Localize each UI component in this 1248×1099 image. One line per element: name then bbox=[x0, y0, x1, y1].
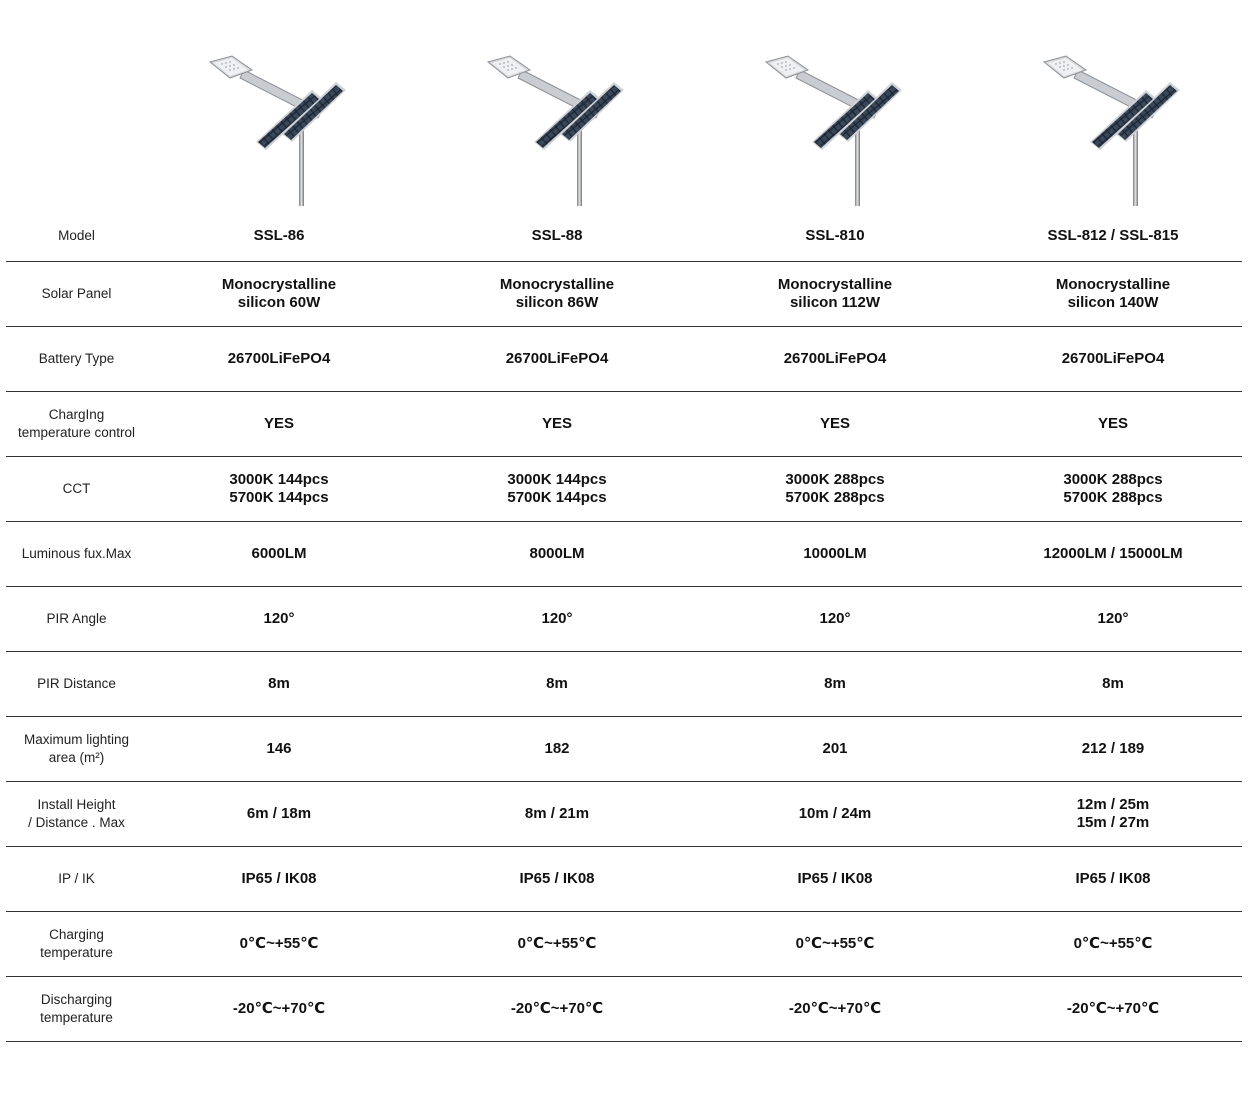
row-label: Discharging temperature bbox=[40, 992, 113, 1025]
spec-cell: 8m / 21m bbox=[524, 805, 590, 822]
row-label: Model bbox=[58, 227, 95, 243]
spec-row-ip-ik bbox=[6, 847, 1242, 912]
spec-cell: 26700LiFePO4 bbox=[227, 350, 331, 367]
spec-row-max-lighting-area bbox=[6, 717, 1242, 782]
row-label: ChargIng temperature control bbox=[17, 407, 136, 440]
spec-cell: IP65 / IK08 bbox=[1075, 870, 1151, 887]
spec-cell: 8000LM bbox=[529, 545, 585, 562]
spec-cell: 0℃~+55℃ bbox=[517, 935, 597, 952]
row-label: Luminous fux.Max bbox=[21, 546, 132, 561]
spec-cell: -20℃~+70℃ bbox=[788, 1000, 882, 1017]
spec-cell: 120° bbox=[263, 610, 295, 627]
spec-cell: 0℃~+55℃ bbox=[239, 935, 319, 952]
row-label: Charging temperature bbox=[40, 927, 113, 960]
spec-cell: 10m / 24m bbox=[798, 805, 872, 822]
row-label: IP / IK bbox=[58, 871, 95, 886]
spec-cell: SSL-88 bbox=[531, 226, 583, 244]
spec-cell: -20℃~+70℃ bbox=[510, 1000, 604, 1017]
spec-cell: 3000K 144pcs 5700K 144pcs bbox=[229, 471, 329, 506]
spec-cell: 8m bbox=[1102, 675, 1124, 692]
spec-cell: 26700LiFePO4 bbox=[505, 350, 609, 367]
row-label: Install Height / Distance . Max bbox=[28, 797, 125, 830]
spec-cell: IP65 / IK08 bbox=[797, 870, 873, 887]
spec-cell: YES bbox=[1097, 415, 1128, 432]
spec-cell: 6m / 18m bbox=[246, 805, 312, 822]
spec-row-charging-temp-control bbox=[6, 392, 1242, 457]
spec-cell: 12m / 25m 15m / 27m bbox=[1076, 796, 1150, 831]
spec-row-install-height bbox=[6, 782, 1242, 847]
spec-cell: 10000LM bbox=[803, 545, 867, 562]
spec-row-solar-panel bbox=[6, 262, 1242, 327]
spec-table bbox=[6, 210, 1242, 1042]
spec-row-luminous-flux bbox=[6, 522, 1242, 587]
spec-cell: YES bbox=[263, 415, 294, 432]
solar-street-light-image bbox=[1038, 48, 1188, 206]
spec-cell: 120° bbox=[541, 610, 573, 627]
spec-cell: YES bbox=[541, 415, 572, 432]
spec-cell: YES bbox=[819, 415, 850, 432]
spec-cell: 26700LiFePO4 bbox=[1061, 350, 1165, 367]
spec-cell: SSL-86 bbox=[253, 226, 305, 244]
solar-street-light-image bbox=[760, 48, 910, 206]
spec-row-discharging-temperature bbox=[6, 977, 1242, 1042]
spec-cell: 120° bbox=[819, 610, 851, 627]
spec-cell: 3000K 144pcs 5700K 144pcs bbox=[507, 471, 607, 506]
spec-cell: -20℃~+70℃ bbox=[1066, 1000, 1160, 1017]
spec-row-pir-distance bbox=[6, 652, 1242, 717]
spec-cell: 12000LM / 15000LM bbox=[1043, 545, 1183, 562]
spec-cell: IP65 / IK08 bbox=[241, 870, 317, 887]
row-label: Battery Type bbox=[38, 351, 115, 366]
row-label: PIR Angle bbox=[46, 611, 107, 626]
spec-cell: Monocrystalline silicon 140W bbox=[1055, 276, 1171, 311]
spec-row-model bbox=[6, 210, 1242, 262]
spec-cell: -20℃~+70℃ bbox=[232, 1000, 326, 1017]
spec-cell: Monocrystalline silicon 86W bbox=[499, 276, 615, 311]
spec-cell: 8m bbox=[268, 675, 290, 692]
spec-cell: Monocrystalline silicon 112W bbox=[777, 276, 893, 311]
spec-row-cct bbox=[6, 457, 1242, 522]
spec-cell: SSL-810 bbox=[805, 226, 865, 244]
spec-cell: 182 bbox=[544, 740, 570, 757]
row-label: CCT bbox=[62, 481, 91, 496]
spec-cell: 6000LM bbox=[251, 545, 307, 562]
spec-cell: 0℃~+55℃ bbox=[795, 935, 875, 952]
spec-cell: 8m bbox=[546, 675, 568, 692]
row-label: Maximum lighting area (m²) bbox=[23, 732, 130, 765]
spec-cell: Monocrystalline silicon 60W bbox=[221, 276, 337, 311]
spec-cell: 212 / 189 bbox=[1081, 740, 1145, 757]
spec-cell: SSL-812 / SSL-815 bbox=[1047, 226, 1179, 244]
spec-cell: 146 bbox=[266, 740, 292, 757]
product-images bbox=[0, 0, 1248, 210]
spec-cell: IP65 / IK08 bbox=[519, 870, 595, 887]
spec-cell: 120° bbox=[1097, 610, 1129, 627]
solar-street-light-image bbox=[204, 48, 354, 206]
row-label: PIR Distance bbox=[37, 676, 116, 691]
spec-cell: 26700LiFePO4 bbox=[783, 350, 887, 367]
spec-cell: 3000K 288pcs 5700K 288pcs bbox=[785, 471, 885, 506]
spec-row-battery-type bbox=[6, 327, 1242, 392]
spec-cell: 8m bbox=[824, 675, 846, 692]
spec-row-charging-temperature bbox=[6, 912, 1242, 977]
solar-street-light-image bbox=[482, 48, 632, 206]
row-label: Solar Panel bbox=[41, 286, 112, 301]
spec-cell: 201 bbox=[822, 740, 848, 757]
spec-row-pir-angle bbox=[6, 587, 1242, 652]
spec-cell: 3000K 288pcs 5700K 288pcs bbox=[1063, 471, 1163, 506]
spec-cell: 0℃~+55℃ bbox=[1073, 935, 1153, 952]
